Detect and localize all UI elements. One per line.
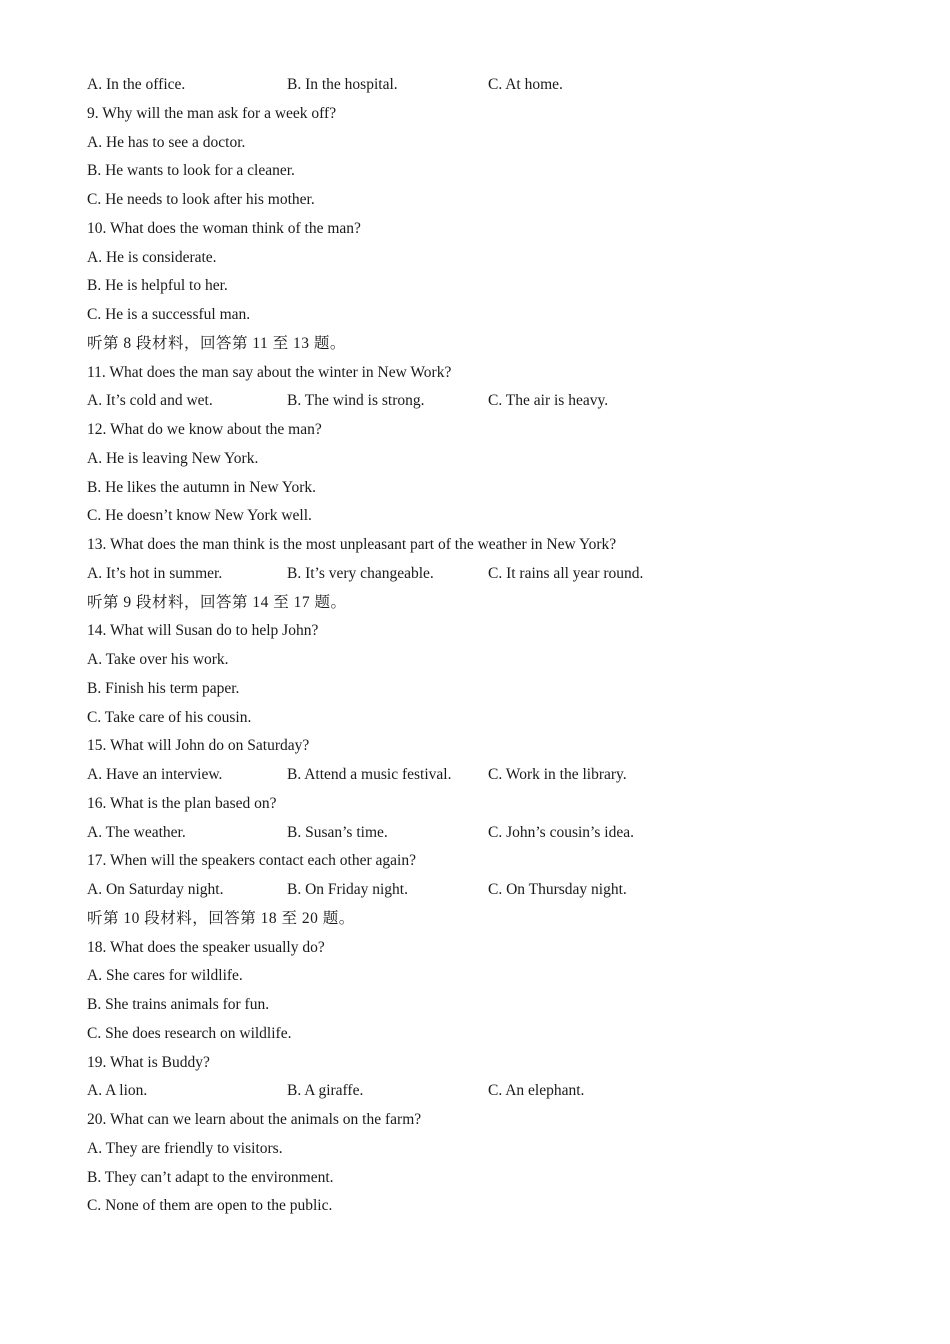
option-text: B. She trains animals for fun. xyxy=(87,996,270,1013)
question-text: 20. What can we learn about the animals on the farm? xyxy=(87,1111,422,1128)
option-text: B. Finish his term paper. xyxy=(87,680,240,697)
option-text: C. She does research on wildlife. xyxy=(87,1025,292,1042)
question-text: 12. What do we know about the man? xyxy=(87,421,322,438)
option-b: B. Susan’s time. xyxy=(287,824,388,841)
option-text: A. They are friendly to visitors. xyxy=(87,1140,283,1157)
option-row xyxy=(87,763,847,787)
option-c: C. On Thursday night. xyxy=(488,881,627,898)
question-text: 9. Why will the man ask for a week off? xyxy=(87,105,337,122)
question-text: 15. What will John do on Saturday? xyxy=(87,737,310,754)
option-c: C. Work in the library. xyxy=(488,766,627,783)
option-a: A. It’s cold and wet. xyxy=(87,392,213,409)
option-row xyxy=(87,389,847,413)
option-text: C. He is a successful man. xyxy=(87,306,251,323)
option-a: A. It’s hot in summer. xyxy=(87,565,223,582)
option-row xyxy=(87,821,847,845)
option-text: A. Take over his work. xyxy=(87,651,229,668)
option-c: C. The air is heavy. xyxy=(488,392,609,409)
option-text: A. He has to see a doctor. xyxy=(87,134,246,151)
option-row xyxy=(87,73,847,97)
option-b: B. On Friday night. xyxy=(287,881,408,898)
option-row xyxy=(87,562,847,586)
option-a: A. On Saturday night. xyxy=(87,881,224,898)
question-text: 17. When will the speakers contact each other again? xyxy=(87,852,416,869)
question-text: 14. What will Susan do to help John? xyxy=(87,622,319,639)
option-a: A. The weather. xyxy=(87,824,186,841)
option-text: B. They can’t adapt to the environment. xyxy=(87,1169,334,1186)
option-text: B. He wants to look for a cleaner. xyxy=(87,162,295,179)
option-c: C. It rains all year round. xyxy=(488,565,644,582)
option-c: C. An elephant. xyxy=(488,1082,585,1099)
option-text: C. He needs to look after his mother. xyxy=(87,191,315,208)
option-b: B. In the hospital. xyxy=(287,76,398,93)
option-a: A. Have an interview. xyxy=(87,766,223,783)
option-text: A. She cares for wildlife. xyxy=(87,967,243,984)
option-a: A. A lion. xyxy=(87,1082,148,1099)
option-c: C. At home. xyxy=(488,76,563,93)
option-row xyxy=(87,1079,847,1103)
question-text: 10. What does the woman think of the man? xyxy=(87,220,361,237)
option-text: C. He doesn’t know New York well. xyxy=(87,507,312,524)
option-c: C. John’s cousin’s idea. xyxy=(488,824,634,841)
question-text: 16. What is the plan based on? xyxy=(87,795,277,812)
question-text: 18. What does the speaker usually do? xyxy=(87,939,325,956)
section-instruction: 听第 9 段材料，回答第 14 至 17 题。 xyxy=(87,594,347,611)
section-instruction: 听第 10 段材料，回答第 18 至 20 题。 xyxy=(87,910,355,927)
option-b: B. It’s very changeable. xyxy=(287,565,434,582)
option-b: B. The wind is strong. xyxy=(287,392,425,409)
option-text: B. He is helpful to her. xyxy=(87,277,228,294)
question-text: 19. What is Buddy? xyxy=(87,1054,210,1071)
option-text: C. None of them are open to the public. xyxy=(87,1197,333,1214)
option-text: B. He likes the autumn in New York. xyxy=(87,479,317,496)
option-text: A. He is leaving New York. xyxy=(87,450,259,467)
option-text: A. He is considerate. xyxy=(87,249,217,266)
option-text: C. Take care of his cousin. xyxy=(87,709,252,726)
option-b: B. A giraffe. xyxy=(287,1082,364,1099)
section-instruction: 听第 8 段材料，回答第 11 至 13 题。 xyxy=(87,335,346,352)
option-b: B. Attend a music festival. xyxy=(287,766,452,783)
option-a: A. In the office. xyxy=(87,76,186,93)
question-text: 13. What does the man think is the most unpleasant part of the weather in New York? xyxy=(87,536,617,553)
question-text: 11. What does the man say about the winter in New Work? xyxy=(87,364,452,381)
option-row xyxy=(87,878,847,902)
